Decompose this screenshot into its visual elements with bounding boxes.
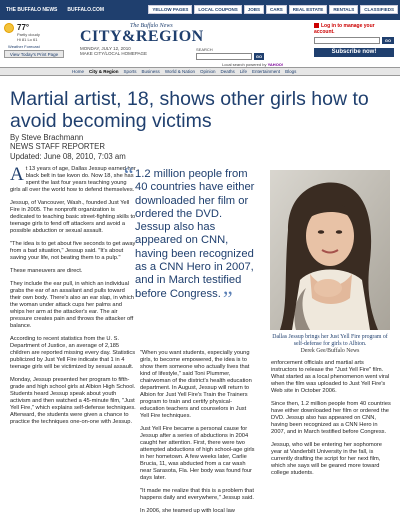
weather-condition	[17, 32, 67, 42]
paper-link[interactable]: THE BUFFALO NEWS	[6, 7, 58, 13]
article-photo[interactable]	[270, 170, 390, 330]
top-strip	[0, 0, 400, 20]
top-link-cars[interactable]: CARS	[266, 5, 287, 14]
weather-temp: 77°	[17, 23, 30, 32]
account-panel	[314, 23, 396, 63]
nav-home[interactable]: Home	[72, 69, 85, 74]
open-quote-icon: “	[124, 162, 134, 187]
pull-quote	[124, 162, 257, 311]
paragraph: They include the ear pull, in which an individual grabs the ear of an assailant and pulls toward their own body. There's also an ear slap, in which the woman under attack cups her palms and whips her arm at the attacker's ear. The air pressure creates pain and throws the attacker off balance.	[10, 281, 134, 329]
paragraph: In 2006, she teamed up with local law	[140, 508, 235, 514]
paragraph: enforcement officials and martial arts instructors to release the "Just Yell Fire" film. What started as a local phenomenon went viral when the film was uploaded to Just Yell Fire's Web site in October 2006.	[271, 360, 390, 394]
paragraph-text: t 13 years of age, Dallas Jessup earned her black belt in tae kwon do. Now 18, she has spent the last four years teaching young girls all over the world how to defend themselves.	[10, 166, 136, 193]
weather-forecast-link[interactable]: Weather Forecast	[8, 44, 40, 49]
nav-sports[interactable]: Sports	[123, 69, 137, 74]
signin-text[interactable]: Log in to manage your account.	[314, 23, 375, 35]
paragraph: Jessup, who will be entering her sophomore year at Vanderbilt University in the fall, is currently drafting the script for her next film, which she says will be geared more toward college students.	[271, 442, 382, 476]
masthead-date: MONDAY, JULY 12, 2010	[80, 46, 131, 51]
search-label: SEARCH	[196, 47, 213, 52]
nav-business[interactable]: Business	[141, 69, 160, 74]
signin-prompt	[314, 23, 396, 35]
lock-icon	[314, 23, 319, 28]
paragraph: "The idea is to get about five seconds to get away from a bad situation," Jessup said. "It's about saving your life, not beating them to a pulp."	[10, 241, 136, 261]
nav-life[interactable]: Life	[239, 69, 248, 74]
paragraph: "When you want students, especially young girls, to become empowered, the idea is to show them someone who actually lives that kind of lifestyle," said Toni Plummer, chairwoman of the district's health education department. In August, Jessup will return to Albion for Just Yell Fire's Train the Trainers program to train and certify physical-education teachers and counselors in Just Yell Fire techniques.	[140, 350, 252, 419]
site-link[interactable]: BUFFALO.COM	[67, 7, 105, 13]
drop-cap: A	[10, 164, 24, 185]
top-link-jobs[interactable]: JOBS	[244, 5, 264, 14]
partly-cloudy-icon	[4, 23, 14, 33]
article-column-2	[140, 350, 255, 518]
nav-city-region[interactable]: City & Region	[89, 69, 119, 74]
masthead	[0, 20, 400, 68]
close-quote-icon: ”	[222, 285, 233, 311]
search-input[interactable]	[196, 53, 252, 60]
article-column-1	[10, 162, 136, 432]
search-go-button[interactable]: GO	[255, 54, 263, 59]
top-link-real-estate[interactable]: REAL ESTATE	[289, 5, 328, 14]
weather-condition-text: Partly cloudy	[17, 32, 40, 37]
paragraph: Jessup, of Vancouver, Wash., founded Just Yell Fire in 2005. The nonprofit organization is dedicated to teaching basic street-fighting skills to teenage girls to fend off attackers and avoid a possible abduction or sexual assault.	[10, 200, 136, 234]
make-homepage-link[interactable]: MAKE CITY/LOCAL HOMEPAGE	[80, 51, 148, 56]
paragraph: These maneuvers are direct.	[10, 268, 83, 274]
article-headline: Martial artist, 18, shows other girls how to avoid becoming victims	[10, 88, 369, 132]
pull-quote-text: 1.2 million people from 40 countries have either downloaded her film or ordered the DVD. Jessup also has appeared on CNN, having been recognized as a CNN Hero in 2007, and in March testified before Congress.	[135, 168, 255, 300]
paragraph	[10, 162, 136, 194]
top-link-local-coupons[interactable]: LOCAL COUPONS	[194, 5, 241, 14]
caption-text: Dallas Jessup brings her Just Yell Fire program of self-defense for girls to Albion.	[272, 334, 388, 347]
top-link-rentals[interactable]: RENTALS	[329, 5, 358, 14]
paragraph: Just Yell Fire became a personal cause for Jessup after a series of abductions in 2004 caught her attention. First, there were two attempted abductions of high school-age girls in her hometown. A few weeks later, Carlie Brucia, 11, was abducted from a car wash near Sarasota, Fla. Her body was found four days later.	[140, 426, 255, 481]
section-name[interactable]: CITY&REGION	[80, 28, 204, 45]
account-go-button[interactable]: GO	[382, 37, 394, 44]
paragraph: According to recent statistics from the U. S. Department of Justice, an average of 2,185 children are reported missing every day. Statistics publicized by Just Yell Fire indicate that 1 in 4 teenage girls will be victimized by sexual assault.	[10, 336, 136, 370]
top-link-yellow-pages[interactable]: YELLOW PAGES	[148, 5, 192, 14]
nav-deaths[interactable]: Deaths	[220, 69, 235, 74]
account-email-input[interactable]	[314, 37, 380, 44]
photo-caption	[270, 334, 390, 355]
todays-print-page-button[interactable]: View Today's Print Page	[4, 50, 64, 58]
section-nav	[0, 67, 400, 76]
nav-opinion[interactable]: Opinion	[200, 69, 216, 74]
byline-role: NEWS STAFF REPORTER	[10, 142, 106, 152]
paragraph: Monday, Jessup presented her program to fifth-grade and high school girls at Albion High School. Students heard Jessup speak about youth activism and then watched a 45-minute film, "Just Yell Fire," which explains self-defense techniques. Afterward, the students were given a chance to practice the techniques one-on-one with Jessup.	[10, 377, 136, 425]
photo-illustration	[270, 170, 390, 330]
article-column-3	[271, 360, 391, 483]
photo-credit: Derek Gee/Buffalo News	[300, 348, 360, 354]
nav-entertainment[interactable]: Entertainment	[252, 69, 281, 74]
byline	[10, 133, 126, 161]
byline-author: By Steve Brachmann	[10, 133, 84, 142]
paragraph: "It made me realize that this is a problem that happens daily and everywhere," Jessup said.	[140, 488, 254, 501]
nav-blogs[interactable]: Blogs	[285, 69, 297, 74]
top-links	[146, 5, 398, 14]
yahoo-logo: YAHOO!	[267, 62, 284, 67]
paragraph: Since then, 1.2 million people from 40 countries have either downloaded her film or ordered the DVD. Jessup also has appeared on CNN, having been recognized as a CNN Hero in 2007, and in March testified before Congress.	[271, 401, 391, 435]
subscribe-button[interactable]: Subscribe now!	[314, 48, 394, 57]
top-link-classifieds[interactable]: CLASSIFIEDS	[360, 5, 398, 14]
paper-name: The Buffalo News	[130, 23, 173, 29]
weather-hilo: Hi 81 Lo 61	[17, 37, 38, 42]
powered-text: Local search powered by	[222, 62, 267, 67]
byline-updated: Updated: June 08, 2010, 7:03 am	[10, 151, 126, 161]
nav-world-nation[interactable]: World & Nation	[164, 69, 195, 74]
